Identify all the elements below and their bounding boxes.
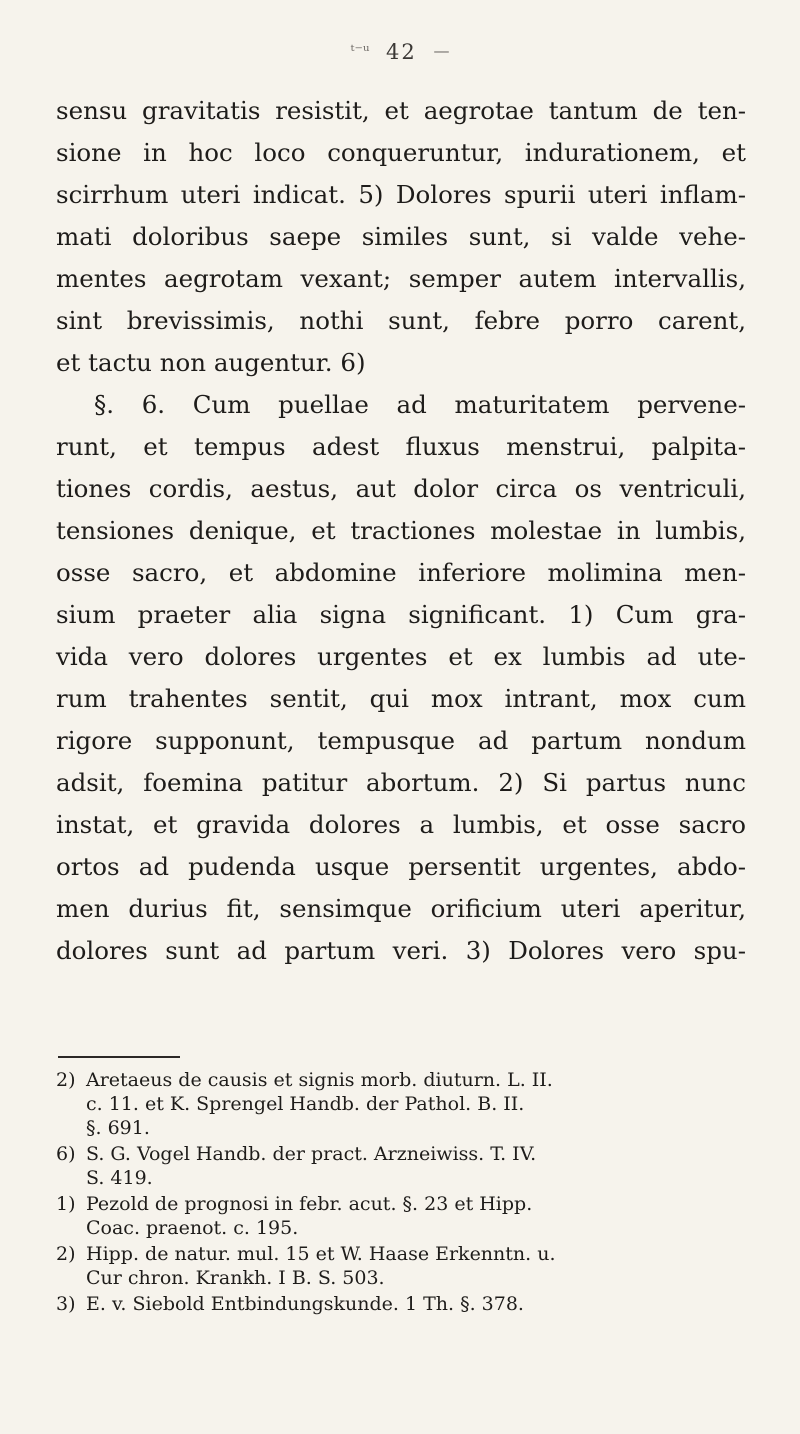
text-line: sione in hoc loco conqueruntur, indurationem, et bbox=[56, 138, 746, 167]
text-line: ortos ad pudenda usque persentit urgentes, abdo- bbox=[56, 852, 746, 881]
footnote-text bbox=[86, 1068, 746, 1140]
text-line: mentes aegrotam vexant; semper autem intervallis, bbox=[56, 264, 746, 293]
text-line: tiones cordis, aestus, aut dolor circa os ventriculi, bbox=[56, 474, 746, 503]
footnote bbox=[56, 1242, 746, 1290]
footnote-number: 3) bbox=[56, 1293, 76, 1315]
body-text bbox=[56, 90, 746, 972]
footnote-number: 2) bbox=[56, 1069, 76, 1091]
text-line: dolores sunt ad partum veri. 3) Dolores vero spu- bbox=[56, 936, 746, 965]
footnote-line: Pezold de prognosi in febr. acut. §. 23 et Hipp. bbox=[86, 1193, 533, 1215]
footnote-line: S. 419. bbox=[86, 1167, 153, 1189]
text-line: men durius fit, sensimque orificium uteri aperitur, bbox=[56, 894, 746, 923]
footnote bbox=[56, 1068, 746, 1140]
text-line: et tactu non augentur. 6) bbox=[56, 348, 366, 377]
footnote-line: c. 11. et K. Sprengel Handb. der Pathol. B. II. bbox=[86, 1093, 525, 1115]
footnote-line: Aretaeus de causis et signis morb. diuturn. L. II. bbox=[86, 1069, 553, 1091]
footnote-line: Cur chron. Krankh. I B. S. 503. bbox=[86, 1267, 385, 1289]
text-line: sensu gravitatis resistit, et aegrotae tantum de ten- bbox=[56, 96, 746, 125]
text-line: mati doloribus saepe similes sunt, si valde vehe- bbox=[56, 222, 746, 251]
footnote-number: 6) bbox=[56, 1143, 76, 1165]
text-line: rigore supponunt, tempusque ad partum nondum bbox=[56, 726, 746, 755]
footnote-line: S. G. Vogel Handb. der pract. Arzneiwiss. T. IV. bbox=[86, 1143, 537, 1165]
text-line: osse sacro, et abdomine inferiore molimina men- bbox=[56, 558, 746, 587]
footnote bbox=[56, 1192, 746, 1240]
text-line: scirrhum uteri indicat. 5) Dolores spurii uteri inflam- bbox=[56, 180, 746, 209]
footnote-text bbox=[86, 1242, 746, 1290]
footnote-line: Hipp. de natur. mul. 15 et W. Haase Erkenntn. u. bbox=[86, 1243, 556, 1265]
footnote-number: 1) bbox=[56, 1193, 76, 1215]
page-header bbox=[0, 40, 800, 64]
page-number: 42 bbox=[386, 40, 417, 64]
header-left-mark: ᵗ⁻ᵘ bbox=[350, 41, 370, 60]
footnotes bbox=[56, 1068, 746, 1318]
text-line: instat, et gravida dolores a lumbis, et osse sacro bbox=[56, 810, 746, 839]
footnote-text bbox=[86, 1142, 746, 1190]
section-start-line: §. 6. Cum puellae ad maturitatem pervene- bbox=[94, 390, 746, 419]
footnote-divider bbox=[58, 1056, 180, 1058]
text-line: tensiones denique, et tractiones molestae in lumbis, bbox=[56, 516, 746, 545]
text-line: vida vero dolores urgentes et ex lumbis ad ute- bbox=[56, 642, 746, 671]
header-right-mark: — bbox=[433, 41, 450, 60]
footnote-line: E. v. Siebold Entbindungskunde. 1 Th. §. 378. bbox=[86, 1293, 524, 1315]
text-line: runt, et tempus adest fluxus menstrui, palpita- bbox=[56, 432, 746, 461]
footnote bbox=[56, 1292, 746, 1316]
footnote-number: 2) bbox=[56, 1243, 76, 1265]
footnote-line: §. 691. bbox=[86, 1117, 150, 1139]
text-line: adsit, foemina patitur abortum. 2) Si partus nunc bbox=[56, 768, 746, 797]
footnote-line: Coac. praenot. c. 195. bbox=[86, 1217, 299, 1239]
text-line: sium praeter alia signa significant. 1) Cum gra- bbox=[56, 600, 746, 629]
footnote bbox=[56, 1142, 746, 1190]
text-line: rum trahentes sentit, qui mox intrant, mox cum bbox=[56, 684, 746, 713]
text-line: sint brevissimis, nothi sunt, febre porro carent, bbox=[56, 306, 746, 335]
footnote-text bbox=[86, 1292, 746, 1316]
footnote-text bbox=[86, 1192, 746, 1240]
